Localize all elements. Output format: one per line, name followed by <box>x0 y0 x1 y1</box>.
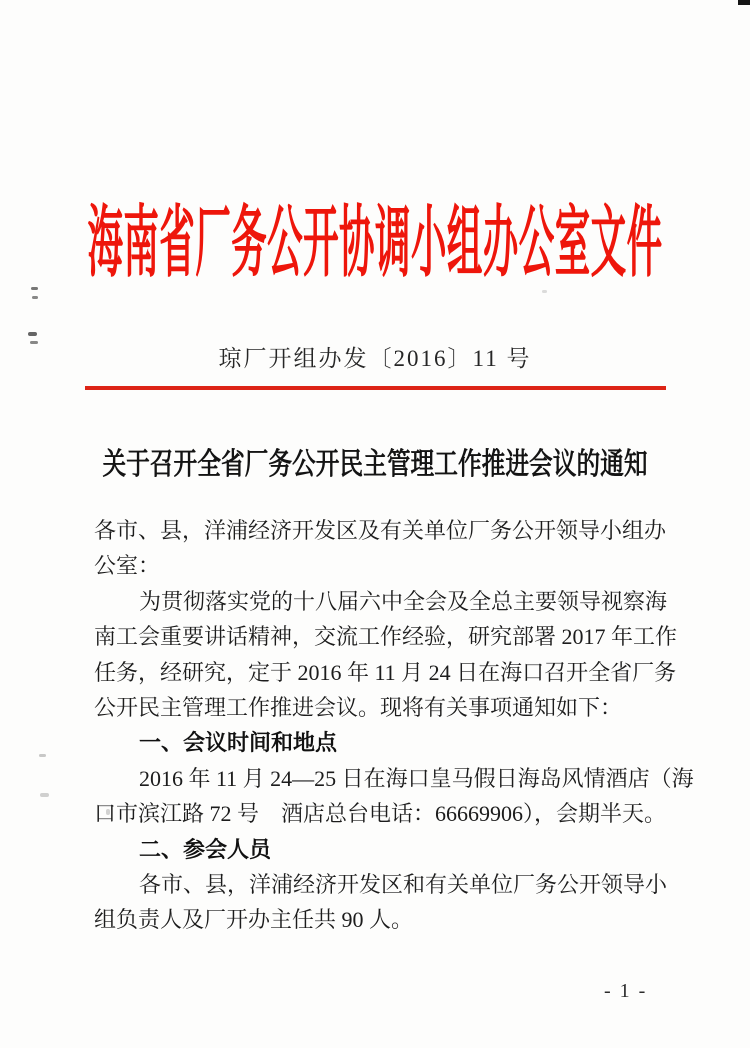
org-title: 海南省厂务公开协调小组办公室文件 <box>87 199 663 286</box>
body-line: 公室： <box>94 553 161 579</box>
scan-speck <box>40 793 49 797</box>
red-separator-rule <box>85 386 666 390</box>
body-line: 2016 年 11 月 24—25 日在海口皇马假日海岛风情酒店（海 <box>139 765 694 791</box>
scan-speck <box>32 296 38 299</box>
doc-title-container <box>0 441 750 481</box>
body-line: 南工会重要讲话精神，交流工作经验，研究部署 2017 年工作 <box>94 624 678 650</box>
body-line: 口市滨江路 72 号 酒店总台电话：66669906），会期半天。 <box>94 801 667 827</box>
scan-speck <box>28 332 37 336</box>
scan-corner-artifact <box>738 0 750 5</box>
page-number: - 1 - <box>604 980 648 1002</box>
body-line: 各市、县，洋浦经济开发区和有关单位厂务公开领导小 <box>139 872 668 898</box>
body-line: 公开民主管理工作推进会议。现将有关事项通知如下： <box>94 695 623 721</box>
doc-title: 关于召开全省厂务公开民主管理工作推进会议的通知 <box>102 448 648 481</box>
body-text <box>94 513 694 938</box>
body-line: 各市、县，洋浦经济开发区及有关单位厂务公开领导小组办 <box>94 518 667 543</box>
scan-speck <box>31 287 38 290</box>
section-heading-2: 二、参会人员 <box>139 836 272 862</box>
body-line: 为贯彻落实党的十八届六中全会及全总主要领导视察海 <box>139 588 668 614</box>
body-line: 任务，经研究，定于 2016 年 11 月 24 日在海口召开全省厂务 <box>94 659 677 685</box>
body-line: 组负责人及厂开办主任共 90 人。 <box>94 907 414 933</box>
doc-number: 琼厂开组办发〔2016〕11 号 <box>218 346 532 371</box>
section-heading-1: 一、会议时间和地点 <box>139 730 338 756</box>
scan-speck <box>39 754 46 757</box>
masthead <box>0 190 750 286</box>
